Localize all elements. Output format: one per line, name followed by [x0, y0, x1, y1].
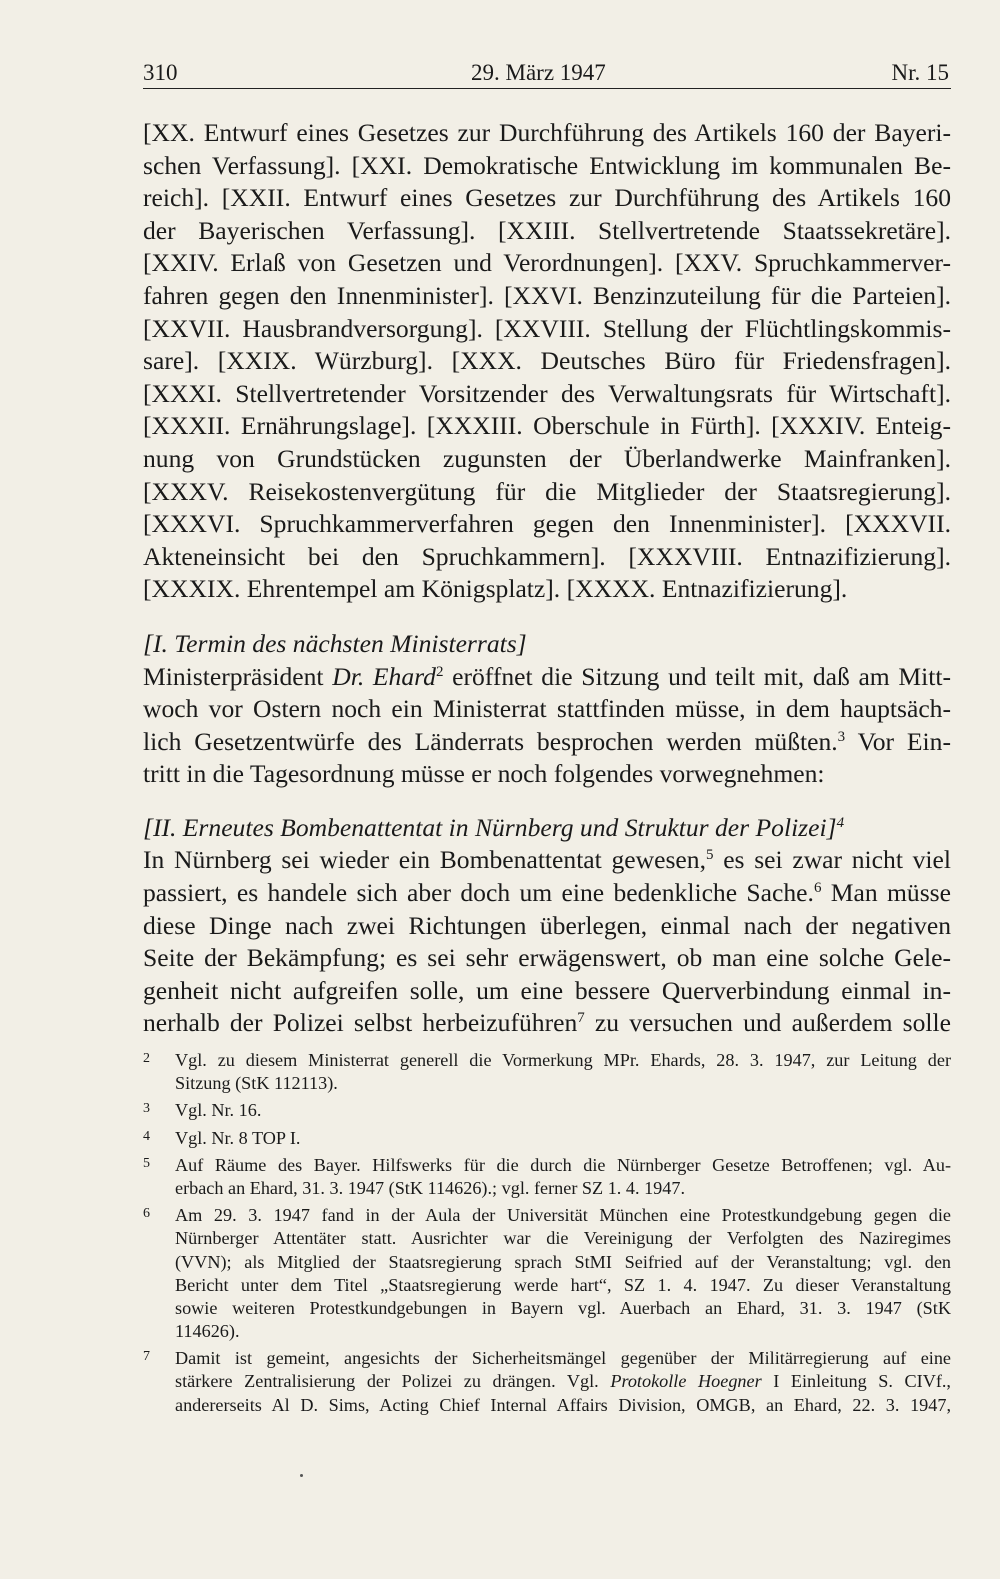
page-number: 310 [143, 60, 178, 85]
footnote-ref: 4 [836, 814, 845, 831]
document-number: Nr. 15 [891, 60, 949, 85]
footnote-ref: 5 [706, 847, 714, 864]
footnotes [143, 1049, 951, 1421]
paragraph-line: passiert, es handele sich aber doch um eine bedenkliche Sache.$^6$ Man müsse [143, 878, 951, 908]
footnote-line: Vgl. Nr. 16. [175, 1100, 262, 1121]
agenda-line: schen Verfassung]. [XXI. Demokratische Entwicklung im kommunalen Be- [143, 150, 951, 180]
running-header [143, 58, 951, 89]
agenda-line: [XX. Entwurf eines Gesetzes zur Durchführung des Artikels 160 der Bayeri- [143, 118, 951, 147]
footnote-line: Nürnberger Attentäter statt. Ausrichter war die Vereinigung der Verfolgten des Naziregimes [175, 1228, 951, 1249]
footnote-line: Am 29. 3. 1947 fand in der Aula der Universität München eine Protestkundgebung gegen die [175, 1205, 951, 1226]
agenda-line: [XXXV. Reisekostenvergütung für die Mitglieder der Staatsregierung]. [143, 476, 951, 506]
agenda-line: [XXXI. Stellvertretender Vorsitzender des Verwaltungsrats für Wirtschaft]. [143, 378, 951, 408]
paragraph-line: woch vor Ostern noch ein Ministerrat stattfinden müsse, in dem hauptsäch- [143, 694, 951, 724]
footnote-ref: 7 [577, 1010, 585, 1027]
footnote [143, 1347, 951, 1417]
agenda-line: [XXXVI. Spruchkammerverfahren gegen den Innenminister]. [XXXVII. [143, 509, 951, 539]
footnote-line: sowie weiteren Protestkundgebungen in Bayern vgl. Auerbach an Ehard, 31. 3. 1947 (StK [175, 1297, 951, 1318]
header-date: 29. März 1947 [471, 60, 606, 85]
agenda-line: sare]. [XXIX. Würzburg]. [XXX. Deutsches Büro für Friedensfragen]. [143, 346, 951, 376]
footnote-ref: 3 [837, 728, 846, 745]
footnote-line: Vgl. zu diesem Ministerrat generell die Vormerkung MPr. Ehards, 28. 3. 1947, zur Leitung der [175, 1050, 951, 1070]
footnote-number: 3 [143, 1101, 150, 1117]
section-1 [143, 628, 951, 791]
footnote-number: 5 [143, 1155, 150, 1171]
footnote-line: stärkere Zentralisierung der Polizei zu drängen. Vgl. Protokolle Hoegner I Einleitung S. CIVf., [175, 1371, 951, 1392]
footnote-number: 4 [143, 1128, 150, 1144]
footnote-line: Auf Räume des Bayer. Hilfswerks für die durch die Nürnberger Gesetze Betroffenen; vgl. Au- [175, 1154, 951, 1175]
footnote-line: erbach an Ehard, 31. 3. 1947 (StK 114626).; vgl. ferner SZ 1. 4. 1947. [175, 1177, 685, 1198]
footnote-number: 7 [143, 1349, 150, 1365]
paragraph-line: In Nürnberg sei wieder ein Bombenattentat gewesen,$^5$ es sei zwar nicht viel [143, 845, 951, 875]
footnote-line: 114626). [175, 1321, 240, 1342]
paragraph-line: tritt in die Tagesordnung müsse er noch folgendes vorwegnehmen: [143, 759, 825, 789]
paragraph-line: genheit nicht aufgreifen solle, um eine bessere Querverbindung einmal in- [143, 975, 951, 1005]
agenda-line: fahren gegen den Innenminister]. [XXVI. Benzinzuteilung für die Parteien]. [143, 280, 951, 310]
section-2 [143, 812, 951, 1040]
paragraph-line: diese Dinge nach zwei Richtungen überlegen, einmal nach der negativen [143, 910, 951, 940]
agenda-line: [XXVII. Hausbrandversorgung]. [XXVIII. Stellung der Flüchtlingskommis- [143, 313, 951, 343]
paragraph-line: nerhalb der Polizei selbst herbeizuführen$^7$ zu versuchen und außerdem solle [143, 1008, 951, 1038]
agenda-line: reich]. [XXII. Entwurf eines Gesetzes zur Durchführung des Artikels 160 [143, 183, 951, 213]
footnote-number: 6 [143, 1206, 150, 1222]
footnote-ref: 2 [435, 663, 444, 680]
footnote [143, 1099, 951, 1122]
paper-speck [300, 1474, 303, 1477]
footnote-number: 2 [143, 1051, 150, 1066]
footnote-line: andererseits Al D. Sims, Acting Chief Internal Affairs Division, OMGB, an Ehard, 22. 3. 1947, [175, 1394, 951, 1415]
footnote [143, 1049, 951, 1095]
footnote [143, 1127, 951, 1150]
agenda-line: [XXXIX. Ehrentempel am Königsplatz]. [XXXX. Entnazifizierung]. [143, 574, 848, 604]
agenda-line: [XXXII. Ernährungslage]. [XXXIII. Oberschule in Fürth]. [XXXIV. Enteig- [143, 411, 951, 441]
footnote-line: Vgl. Nr. 8 TOP I. [175, 1127, 301, 1148]
footnote-ref: 6 [813, 880, 822, 897]
agenda-list [143, 117, 951, 606]
footnote-line: Bericht unter dem Titel „Staatsregierung werde hart“, SZ 1. 4. 1947. Zu dieser Veranstaltung [175, 1274, 951, 1295]
section-heading: [I. Termin des nächsten Ministerrats] [143, 628, 527, 658]
agenda-line: [XXIV. Erlaß von Gesetzen und Verordnungen]. [XXV. Spruchkammerver- [143, 248, 951, 278]
paragraph-line: lich Gesetzentwürfe des Länderrats besprochen werden müßten.$^3$ Vor Ein- [143, 726, 951, 756]
footnote [143, 1154, 951, 1200]
person-name: Dr. Ehard [332, 661, 436, 691]
paragraph-line: Ministerpräsident Dr. Ehard$^2$ eröffnet die Sitzung und teilt mit, daß am Mitt- [143, 661, 951, 691]
agenda-line: nung von Grundstücken zugunsten der Überlandwerke Mainfranken]. [143, 443, 951, 473]
agenda-line: Akteneinsicht bei den Spruchkammern]. [XXXVIII. Entnazifizierung]. [143, 541, 951, 571]
paragraph-line: Seite der Bekämpfung; es sei sehr erwägenswert, ob man eine solche Gele- [143, 943, 951, 973]
main-text [143, 117, 951, 1040]
footnote [143, 1204, 951, 1343]
footnote-line: Sitzung (StK 112113). [175, 1073, 338, 1094]
footnote-line: Damit ist gemeint, angesichts der Sicherheitsmängel gegenüber der Militärregierung auf eine [175, 1348, 951, 1369]
agenda-line: der Bayerischen Verfassung]. [XXIII. Stellvertretende Staatssekretäre]. [143, 215, 951, 245]
cited-work: Protokolle Hoegner [610, 1371, 762, 1392]
footnote-line: (VVN); als Mitglied der Staatsregierung sprach StMI Seifried auf der Veranstaltung; vgl. den [175, 1251, 951, 1272]
section-heading: [II. Erneutes Bombenattentat in Nürnberg und Struktur der Polizei]$^4$ [143, 812, 845, 842]
